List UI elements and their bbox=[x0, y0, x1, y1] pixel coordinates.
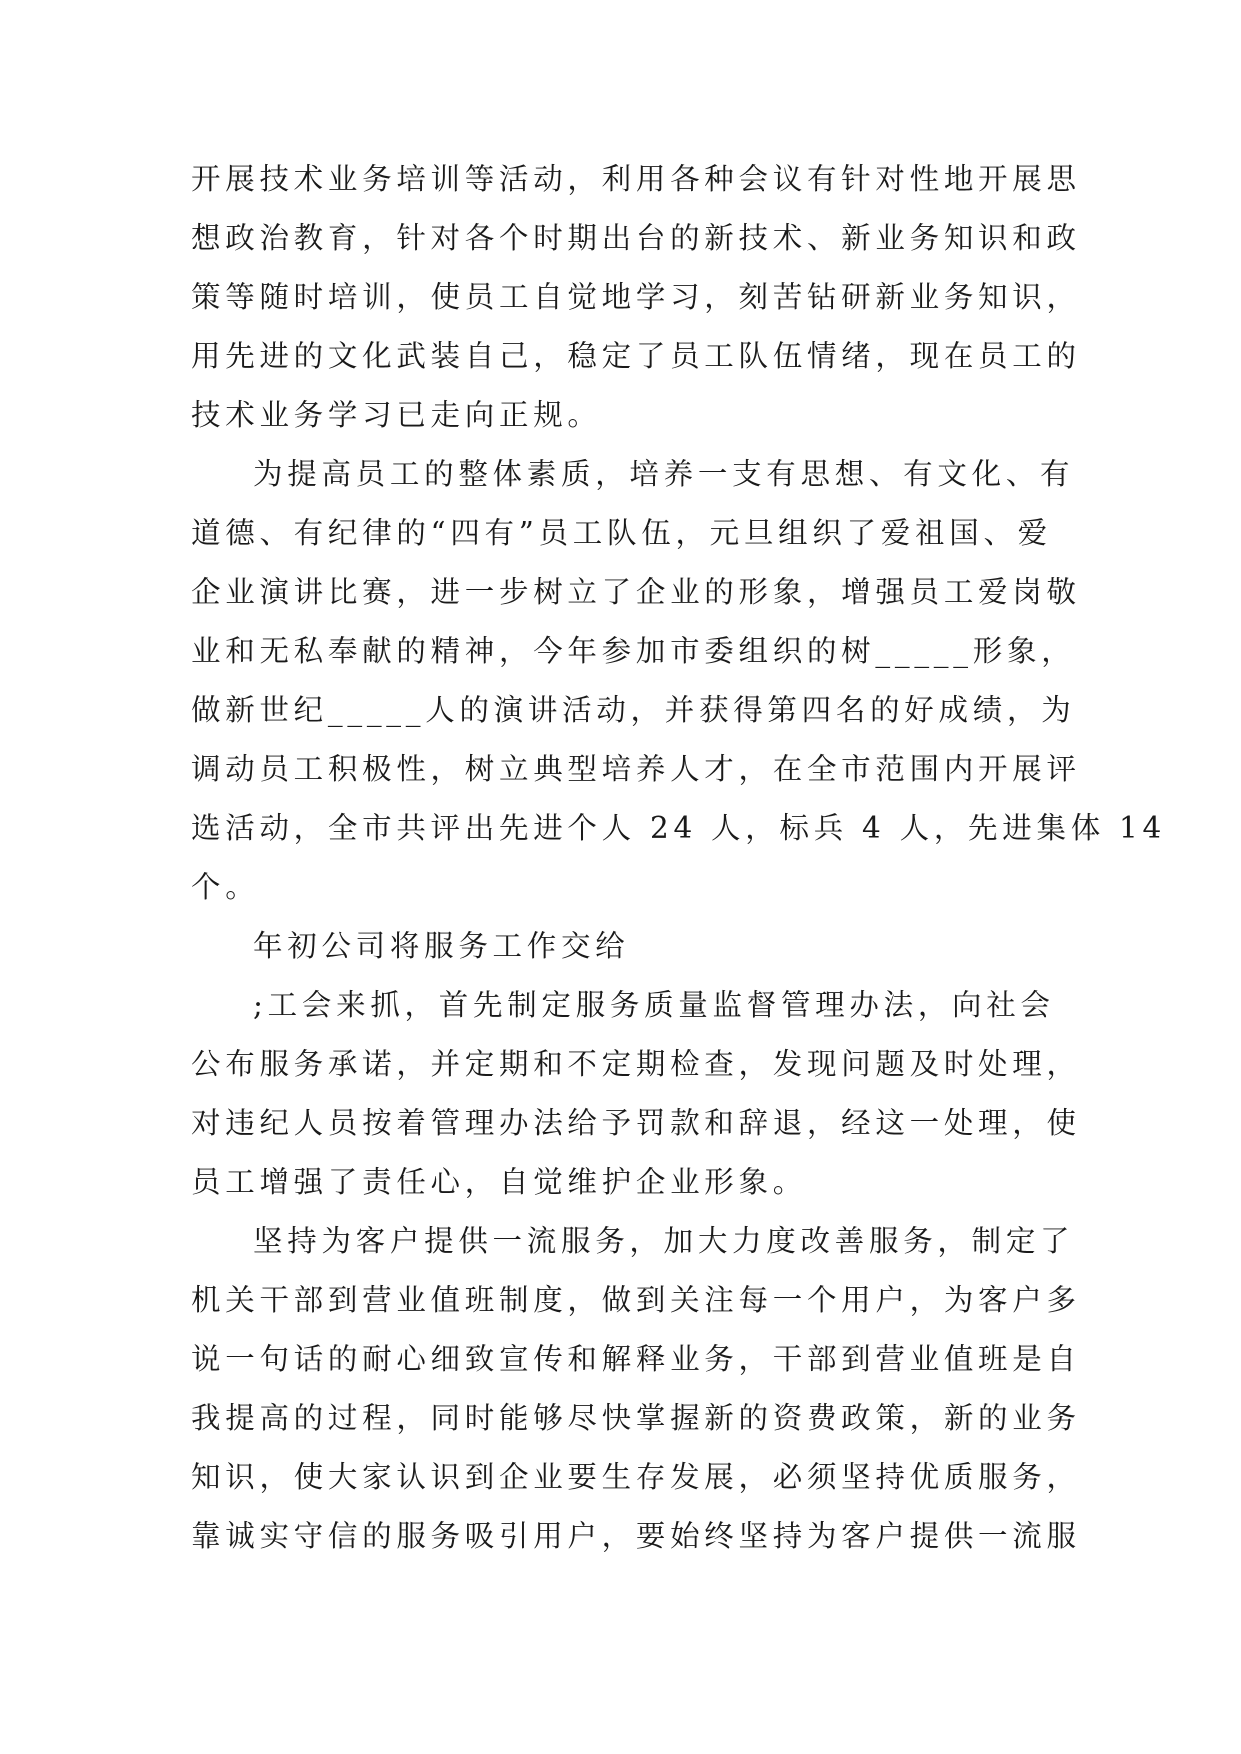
paragraph-5 bbox=[191, 1212, 1081, 1566]
paragraph-4 bbox=[191, 976, 1081, 1212]
text-line: 用先进的文化武装自己，稳定了员工队伍情绪，现在员工的 bbox=[191, 339, 1081, 373]
text-line: 道德、有纪律的“四有”员工队伍，元旦组织了爱祖国、爱 bbox=[191, 516, 1052, 550]
text-line: 公布服务承诺，并定期和不定期检查，发现问题及时处理， bbox=[191, 1047, 1081, 1081]
text-line: 策等随时培训，使员工自觉地学习，刻苦钻研新业务知识， bbox=[191, 280, 1081, 314]
text-line: 我提高的过程，同时能够尽快掌握新的资费政策，新的业务 bbox=[191, 1401, 1081, 1435]
paragraph-3 bbox=[191, 917, 1071, 976]
text-line: 个。 bbox=[191, 870, 260, 904]
text-line: ;工会来抓，首先制定服务质量监督管理办法，向社会 bbox=[253, 988, 1055, 1022]
text-line: 机关干部到营业值班制度，做到关注每一个用户，为客户多 bbox=[191, 1283, 1081, 1317]
text-line: 员工增强了责任心，自觉维护企业形象。 bbox=[191, 1165, 807, 1199]
text-line: 想政治教育，针对各个时期出台的新技术、新业务知识和政 bbox=[191, 221, 1081, 255]
text-line: 坚持为客户提供一流服务，加大力度改善服务，制定了 bbox=[253, 1224, 1075, 1258]
text-line: 靠诚实守信的服务吸引用户，要始终坚持为客户提供一流服 bbox=[191, 1519, 1081, 1553]
text-line: 开展技术业务培训等活动，利用各种会议有针对性地开展思 bbox=[191, 162, 1081, 196]
text-line: 选活动，全市共评出先进个人 24 人，标兵 4 人，先进集体 14 bbox=[191, 811, 1166, 845]
paragraph-1 bbox=[191, 150, 1081, 445]
text-line: 业和无私奉献的精神，今年参加市委组织的树_____形象， bbox=[191, 634, 1076, 668]
document-body bbox=[191, 150, 1166, 1566]
text-line: 企业演讲比赛，进一步树立了企业的形象，增强员工爱岗敬 bbox=[191, 575, 1081, 609]
text-line: 调动员工积极性，树立典型培养人才，在全市范围内开展评 bbox=[191, 752, 1081, 786]
text-line: 说一句话的耐心细致宣传和解释业务，干部到营业值班是自 bbox=[191, 1342, 1081, 1376]
text-line: 为提高员工的整体素质，培养一支有思想、有文化、有 bbox=[253, 457, 1075, 491]
text-line: 做新世纪_____人的演讲活动，并获得第四名的好成绩，为 bbox=[191, 693, 1076, 727]
text-line: 技术业务学习已走向正规。 bbox=[191, 398, 602, 432]
text-line: 年初公司将服务工作交给 bbox=[253, 929, 630, 963]
paragraph-2 bbox=[191, 445, 1166, 917]
text-line: 知识，使大家认识到企业要生存发展，必须坚持优质服务， bbox=[191, 1460, 1081, 1494]
text-line: 对违纪人员按着管理办法给予罚款和辞退，经这一处理，使 bbox=[191, 1106, 1081, 1140]
